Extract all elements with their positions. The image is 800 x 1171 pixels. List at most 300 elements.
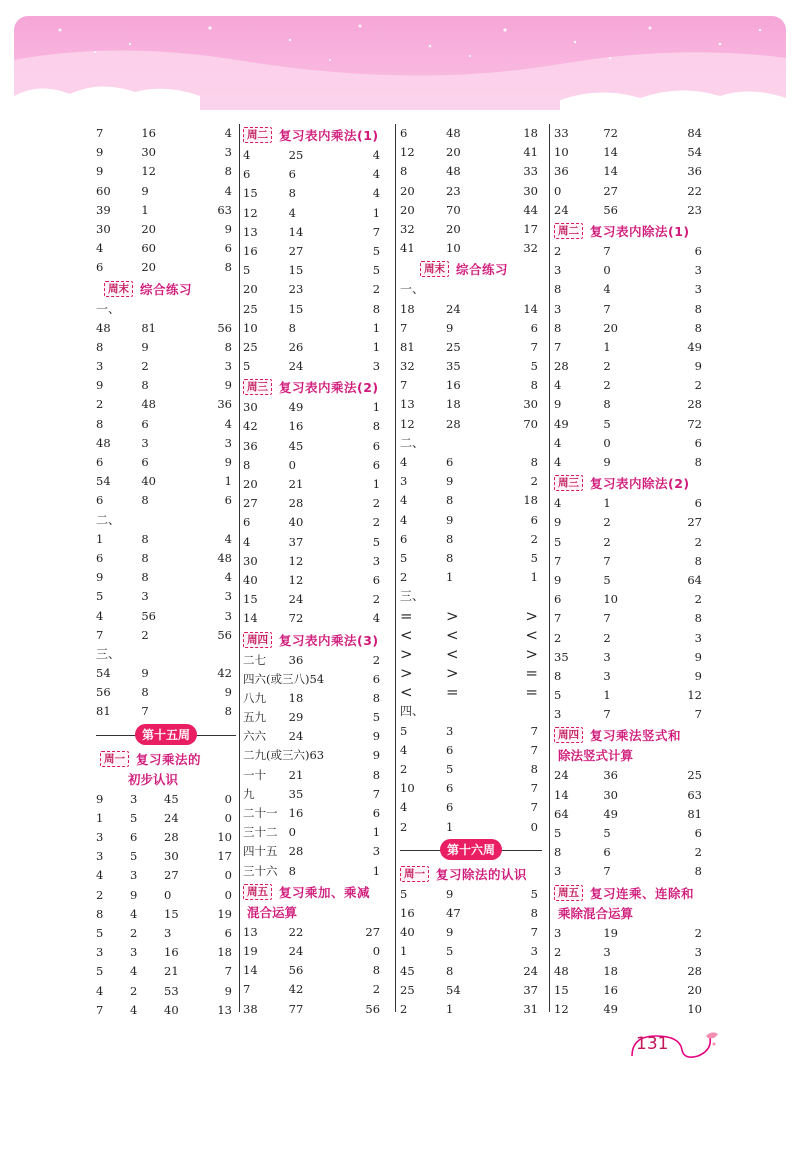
answer-row — [243, 533, 384, 552]
answer-cell: 84 — [687, 126, 702, 140]
answer-cell: 3 — [130, 868, 138, 883]
answer-cell: 5 — [130, 810, 138, 825]
answer-cell: 4 — [96, 983, 104, 998]
answer-cell: 16 — [400, 905, 415, 920]
answer-cell: 13 — [243, 224, 258, 239]
answer-cell: 48 — [554, 963, 569, 978]
day-tag: 周末 — [104, 281, 133, 297]
answer-cell: 九 — [243, 786, 255, 801]
answer-cell: 2 — [694, 925, 702, 940]
answer-cell: 28 — [164, 830, 179, 844]
answer-row — [554, 280, 706, 299]
answer-cell: 3 — [400, 474, 408, 489]
answer-cell: 47 — [446, 905, 461, 920]
answer-cell: 8 — [554, 668, 562, 683]
section-header-thursday — [243, 629, 384, 651]
answer-row — [554, 962, 706, 981]
answer-row — [554, 338, 706, 357]
answer-cell: 4 — [96, 241, 104, 256]
answer-cell: 9 — [446, 512, 454, 527]
answer-cell: 5 — [243, 359, 251, 374]
answer-cell: 25 — [687, 768, 702, 783]
answer-row — [554, 453, 706, 472]
answer-cell: 36 — [288, 652, 304, 667]
answer-cell: 5 — [130, 849, 138, 864]
answer-cell: 45 — [400, 963, 415, 978]
answer-cell: 7 — [694, 707, 702, 722]
answer-cell: 17 — [523, 221, 538, 236]
answer-row — [554, 609, 706, 628]
answer-row — [554, 143, 706, 162]
answer-cell: 4 — [288, 205, 296, 220]
answer-cell: > — [400, 644, 413, 663]
answer-row — [96, 847, 236, 866]
answer-cell: 40 — [288, 515, 304, 530]
answer-row — [96, 258, 236, 277]
column-2 — [243, 124, 384, 1016]
answer-cell: 44 — [523, 202, 538, 217]
answer-cell: 1 — [372, 825, 381, 840]
answer-cell: 8 — [224, 339, 232, 354]
answer-cell: 4 — [372, 611, 381, 626]
answer-row — [554, 824, 706, 843]
answer-row — [96, 886, 236, 905]
answer-cell: 12 — [243, 205, 258, 220]
answer-row — [243, 494, 384, 513]
answer-cell: 5 — [372, 263, 381, 278]
section-header-wednesday — [243, 376, 384, 398]
answer-cell: 18 — [523, 126, 538, 140]
answer-row — [96, 338, 236, 357]
answer-cell: 9 — [372, 748, 381, 763]
answer-cell: 1 — [446, 570, 454, 585]
answer-row — [554, 590, 706, 609]
answer-cell: 27 — [288, 243, 304, 258]
answer-cell: 25 — [446, 339, 461, 354]
answer-cell: 8 — [224, 704, 232, 719]
answer-cell: 4 — [130, 1002, 138, 1017]
answer-cell: 9 — [694, 359, 702, 374]
answer-cell: 21 — [288, 477, 304, 491]
answer-cell: 6 — [96, 550, 104, 565]
answer-cell: > — [446, 664, 459, 683]
subsection-label: 三、 — [96, 646, 121, 661]
answer-cell: 3 — [446, 723, 454, 738]
answer-row — [96, 607, 236, 626]
answer-row — [400, 904, 542, 923]
answer-row — [554, 924, 706, 943]
answer-cell: 9 — [96, 145, 104, 160]
answer-cell: 12 — [400, 145, 415, 160]
answer-cell: 3 — [554, 707, 562, 722]
answer-cell: 8 — [446, 550, 454, 565]
answer-cell: 3 — [603, 668, 611, 683]
answer-cell: 0 — [603, 263, 611, 278]
answer-row — [554, 242, 706, 261]
answer-cell: 37 — [288, 534, 304, 549]
answer-cell: 56 — [603, 202, 618, 217]
answer-cell: 3 — [694, 630, 702, 645]
answer-row — [400, 530, 542, 549]
answer-row — [96, 472, 236, 491]
answer-cell: 6 — [400, 531, 408, 546]
answer-cell: 4 — [224, 126, 232, 140]
answer-cell: 3 — [141, 589, 149, 604]
answer-cell: 4 — [554, 378, 562, 393]
answer-row — [554, 533, 706, 552]
answer-cell: 64 — [554, 806, 569, 821]
answer-cell: 40 — [141, 474, 156, 489]
answer-cell: 8 — [288, 863, 296, 878]
section-title: 复习除法的认识 — [436, 866, 528, 882]
answer-row — [243, 261, 384, 280]
answer-row — [554, 494, 706, 513]
answer-cell: 3 — [554, 925, 562, 940]
answer-cell: 1 — [96, 810, 104, 825]
column-1 — [96, 124, 236, 1017]
answer-cell: 7 — [554, 553, 562, 568]
answer-cell: 9 — [224, 221, 232, 236]
answer-cell: 5 — [554, 688, 562, 703]
answer-cell: 36 — [243, 438, 258, 453]
answer-cell: 7 — [141, 704, 149, 719]
answer-cell: 81 — [400, 339, 415, 354]
answer-cell: 7 — [372, 224, 381, 239]
answer-row — [400, 319, 542, 338]
answer-cell: 3 — [96, 945, 104, 960]
answer-cell: 5 — [446, 944, 454, 959]
answer-cell: 70 — [446, 202, 461, 217]
answer-cell: 3 — [372, 844, 381, 859]
answer-cell: 3 — [694, 282, 702, 297]
answer-cell: 28 — [687, 397, 702, 412]
answer-row — [400, 779, 542, 798]
answer-cell: 4 — [130, 964, 138, 979]
answer-cell: 42 — [217, 666, 232, 681]
answer-cell: 33 — [554, 126, 569, 140]
answer-cell: 22 — [288, 924, 304, 939]
answer-cell: > — [446, 606, 459, 625]
section-title: 复习表内乘法(2) — [279, 380, 379, 396]
answer-cell: 6 — [243, 167, 251, 182]
answer-cell: 8 — [141, 531, 149, 546]
answer-cell: 1 — [372, 320, 381, 335]
answer-cell: 30 — [96, 221, 111, 236]
answer-cell: 56 — [217, 320, 232, 335]
answer-cell: 28 — [288, 496, 304, 511]
answer-cell: 4 — [400, 512, 408, 527]
answer-cell: 3 — [224, 145, 232, 160]
answer-row — [243, 513, 384, 532]
answer-cell: 56 — [365, 1001, 381, 1016]
answer-cell: 32 — [400, 359, 415, 374]
answer-cell: 12 — [288, 553, 304, 568]
section-header-weekend — [420, 258, 542, 280]
answer-row — [554, 162, 706, 181]
answer-cell: 7 — [603, 301, 611, 316]
answer-cell: 8 — [446, 531, 454, 546]
answer-cell: 4 — [224, 531, 232, 546]
answer-row — [400, 683, 542, 702]
answer-row — [400, 1000, 542, 1019]
answer-cell: 56 — [141, 608, 156, 623]
answer-cell: 4 — [96, 608, 104, 623]
answer-cell: 30 — [141, 145, 156, 160]
answer-cell: 5 — [400, 886, 408, 901]
answer-cell: 8 — [141, 493, 149, 508]
answer-cell: 2 — [372, 496, 381, 511]
answer-row — [243, 475, 384, 494]
answer-cell: 2 — [603, 378, 611, 393]
page-number-badge — [628, 1030, 722, 1064]
answer-cell: 72 — [603, 126, 618, 140]
answer-row — [554, 357, 706, 376]
week-label: 第十六周 — [440, 839, 502, 860]
day-tag: 周末 — [420, 261, 449, 277]
answer-cell: 4 — [224, 416, 232, 431]
answer-cell: 48 — [96, 320, 111, 335]
answer-cell: 8 — [554, 320, 562, 335]
section-header-weekend — [104, 278, 236, 300]
answer-cell: 5 — [530, 550, 538, 565]
answer-cell: 24 — [288, 729, 304, 744]
answer-cell: 1 — [603, 496, 611, 511]
answer-cell: 3 — [224, 435, 232, 450]
answer-cell: 9 — [130, 887, 138, 902]
answer-cell: 3 — [164, 925, 172, 940]
answer-cell: 24 — [554, 202, 569, 217]
answer-cell: 24 — [554, 768, 569, 783]
day-tag: 周三 — [554, 475, 583, 491]
answer-cell: 13 — [243, 924, 258, 939]
answer-row — [400, 741, 542, 760]
answer-cell: 6 — [96, 260, 104, 275]
answer-cell: 3 — [530, 944, 538, 959]
answer-row — [400, 415, 542, 434]
answer-cell: 7 — [372, 786, 381, 801]
answer-row — [96, 664, 236, 683]
pink-cloud-banner — [0, 0, 800, 125]
answer-cell: 14 — [603, 145, 618, 160]
answer-cell: 6 — [96, 455, 104, 469]
answer-cell: 49 — [603, 1002, 618, 1017]
answer-cell: 2 — [96, 397, 104, 412]
answer-cell: 7 — [224, 964, 232, 979]
subsection-label: 一、 — [96, 301, 121, 316]
answer-cell: 54 — [446, 982, 461, 997]
answer-cell: 7 — [603, 707, 611, 722]
answer-cell: 2 — [694, 592, 702, 607]
week-banner — [400, 837, 542, 863]
answer-cell: 36 — [687, 164, 702, 179]
answer-cell: 30 — [523, 397, 538, 412]
answer-cell: 8 — [530, 455, 538, 469]
answer-cell: > — [525, 644, 538, 663]
answer-cell: 3 — [554, 864, 562, 879]
answer-row — [243, 456, 384, 475]
answer-cell: 5 — [603, 416, 611, 431]
answer-cell: 25 — [243, 301, 258, 316]
answer-row — [243, 223, 384, 242]
column-divider — [395, 124, 396, 1012]
answer-cell: 9 — [141, 339, 149, 354]
subsection-label: 三、 — [400, 589, 425, 604]
answer-cell: 2 — [694, 845, 702, 860]
answer-cell: 6 — [130, 830, 138, 844]
answer-cell: 16 — [164, 945, 179, 960]
answer-cell: 9 — [603, 455, 611, 469]
answer-cell: 2 — [400, 570, 408, 585]
answer-row — [400, 300, 542, 319]
answer-cell: 8 — [288, 320, 296, 335]
answer-cell: 2 — [530, 531, 538, 546]
answer-row — [243, 708, 384, 727]
answer-cell: 6 — [372, 457, 381, 472]
answer-cell: 42 — [288, 982, 304, 997]
answer-row — [243, 746, 384, 765]
answer-cell: 2 — [400, 762, 408, 776]
answer-cell: 56 — [96, 685, 111, 700]
answer-cell: 25 — [243, 339, 258, 354]
answer-cell: 4 — [243, 534, 251, 549]
answer-cell: 4 — [243, 148, 251, 162]
answer-cell: 8 — [372, 301, 381, 316]
answer-row — [96, 143, 236, 162]
answer-cell: 3 — [694, 263, 702, 278]
answer-cell: 10 — [217, 830, 232, 844]
answer-cell: 24 — [288, 359, 304, 374]
answer-row — [400, 818, 542, 837]
answer-row — [554, 395, 706, 414]
answer-row — [400, 962, 542, 981]
answer-cell: 41 — [523, 145, 538, 160]
answer-cell: 14 — [523, 301, 538, 316]
section-header-thursday — [554, 724, 706, 746]
answer-cell: 5 — [603, 572, 611, 587]
answer-row — [96, 434, 236, 453]
answer-cell: 18 — [523, 493, 538, 508]
answer-cell: 6 — [446, 455, 454, 469]
answer-cell: 72 — [687, 416, 702, 431]
answer-cell: 14 — [288, 224, 304, 239]
answer-row — [554, 786, 706, 805]
answer-row — [243, 651, 384, 670]
answer-cell: 8 — [446, 493, 454, 508]
answer-row — [243, 437, 384, 456]
answer-cell: 20 — [446, 221, 461, 236]
answer-cell: 15 — [164, 906, 179, 921]
subsection-label: 二、 — [96, 512, 121, 527]
answer-cell: 4 — [96, 868, 104, 883]
answer-cell: 19 — [603, 925, 618, 940]
answer-row — [96, 549, 236, 568]
answer-cell: 12 — [288, 572, 304, 587]
answer-cell: 49 — [603, 806, 618, 821]
answer-cell: 5 — [400, 723, 408, 738]
answer-cell: 八九 — [243, 690, 266, 705]
answer-cell: 9 — [446, 474, 454, 489]
answer-cell: 5 — [243, 263, 251, 278]
answer-row — [554, 261, 706, 280]
answer-row — [243, 670, 384, 689]
answer-cell: 1 — [372, 863, 381, 878]
answer-cell: 8 — [530, 905, 538, 920]
answer-cell: 10 — [243, 320, 258, 335]
answer-row — [96, 182, 236, 201]
answer-cell: 21 — [288, 767, 304, 782]
answer-row — [243, 319, 384, 338]
answer-cell: 16 — [288, 419, 304, 434]
answer-cell: 8 — [96, 906, 104, 921]
answer-row — [554, 571, 706, 590]
answer-cell: 1 — [603, 688, 611, 703]
answer-row — [96, 790, 236, 809]
answer-cell: 81 — [141, 320, 156, 335]
answer-cell: 9 — [694, 649, 702, 664]
answer-cell: 9 — [446, 925, 454, 940]
answer-cell: 8 — [694, 455, 702, 469]
answer-cell: 54 — [96, 666, 111, 681]
answer-cell: 20 — [603, 320, 618, 335]
answer-cell: 25 — [400, 982, 415, 997]
answer-cell: 4 — [554, 435, 562, 450]
answer-cell: 1 — [372, 205, 381, 220]
answer-row — [554, 943, 706, 962]
answer-cell: 8 — [372, 767, 381, 782]
answer-cell: 8 — [530, 378, 538, 393]
answer-cell: 20 — [141, 221, 156, 236]
answer-cell: 10 — [687, 1002, 702, 1017]
answer-cell: 23 — [288, 282, 304, 297]
section-title: 综合练习 — [140, 281, 193, 297]
answer-cell: 0 — [224, 810, 232, 825]
answer-cell: 1 — [224, 474, 232, 489]
answer-cell: 1 — [96, 531, 104, 546]
answer-cell: 7 — [530, 781, 538, 796]
answer-row — [400, 239, 542, 258]
answer-cell: 6 — [446, 742, 454, 757]
answer-cell: 28 — [687, 963, 702, 978]
answer-cell: 5 — [446, 762, 454, 776]
answer-cell: 4 — [130, 906, 138, 921]
answer-cell: 12 — [400, 416, 415, 431]
answer-cell: 24 — [288, 943, 304, 958]
answer-row — [554, 182, 706, 201]
answer-cell: 1 — [446, 1001, 454, 1016]
answer-cell: 19 — [217, 906, 232, 921]
answer-row — [554, 648, 706, 667]
answer-cell: > — [400, 664, 413, 683]
answer-cell: 6 — [603, 845, 611, 860]
section-header-tuesday — [243, 124, 384, 146]
section-title-line2: 乘除混合运算 — [558, 905, 634, 921]
answer-cell: 2 — [372, 652, 381, 667]
answer-cell: 7 — [400, 320, 408, 335]
answer-cell: 8 — [224, 260, 232, 275]
answer-row — [554, 862, 706, 881]
answer-cell: 8 — [224, 164, 232, 179]
answer-cell: 10 — [400, 781, 415, 796]
day-tag: 周三 — [243, 379, 272, 395]
answer-cell: 7 — [96, 1002, 104, 1017]
answer-cell: 3 — [130, 945, 138, 960]
column-3 — [400, 124, 542, 1016]
answer-cell: 77 — [288, 1001, 304, 1016]
answer-cell: 40 — [400, 925, 415, 940]
answer-cell: 8 — [446, 963, 454, 978]
answer-cell: 3 — [554, 263, 562, 278]
answer-cell: 7 — [603, 611, 611, 626]
